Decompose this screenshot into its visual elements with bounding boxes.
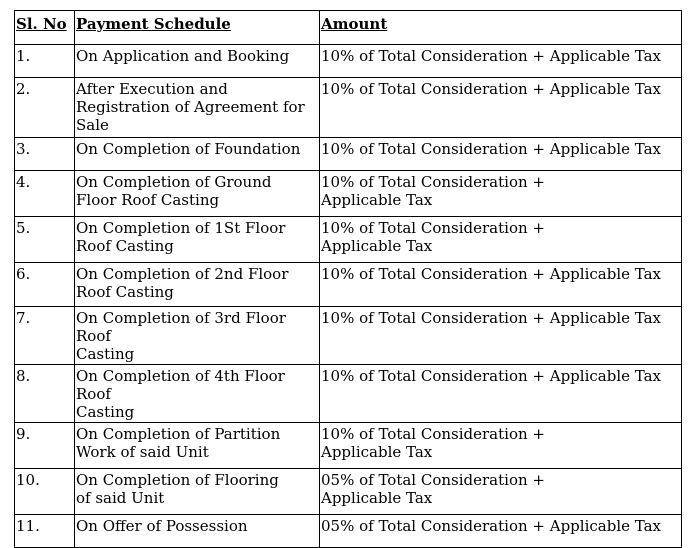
table-row: [15, 365, 682, 423]
cell-amount: [320, 45, 682, 78]
cell-sl-no: [15, 217, 75, 263]
table-row: [15, 423, 682, 469]
cell-payment-stage: [75, 307, 320, 365]
cell-sl-no: [15, 171, 75, 217]
cell-amount: [320, 138, 682, 171]
cell-sl-no-text: 7.: [16, 309, 31, 327]
header-payment-schedule: Payment Schedule: [75, 11, 320, 45]
cell-amount-text: 10% of Total Consideration + Applicable Tax: [321, 173, 545, 209]
cell-payment-stage-text: On Completion of 4th Floor Roof Casting: [76, 367, 285, 421]
cell-sl-no: [15, 138, 75, 171]
cell-amount-text: 10% of Total Consideration + Applicable Tax: [321, 80, 662, 98]
cell-amount-text: 10% of Total Consideration + Applicable Tax: [321, 219, 545, 255]
table-row: [15, 78, 682, 138]
cell-payment-stage: [75, 515, 320, 548]
cell-sl-no: [15, 263, 75, 307]
cell-sl-no-text: 6.: [16, 265, 31, 283]
cell-payment-stage-text: On Completion of Partition Work of said Unit: [76, 425, 281, 461]
cell-amount: [320, 515, 682, 548]
cell-sl-no-text: 8.: [16, 367, 31, 385]
table-row: [15, 171, 682, 217]
table-body: [15, 45, 682, 548]
cell-payment-stage: [75, 217, 320, 263]
cell-sl-no: [15, 78, 75, 138]
cell-amount-text: 10% of Total Consideration + Applicable Tax: [321, 367, 662, 385]
cell-payment-stage-text: On Offer of Possession: [76, 517, 248, 535]
payment-schedule-table: [14, 10, 682, 548]
cell-sl-no: [15, 307, 75, 365]
cell-sl-no: [15, 515, 75, 548]
cell-payment-stage: [75, 171, 320, 217]
cell-amount-text: 10% of Total Consideration + Applicable Tax: [321, 425, 545, 461]
table-row: [15, 45, 682, 78]
table-header: [15, 11, 682, 45]
cell-sl-no-text: 10.: [16, 471, 40, 489]
table-row: [15, 217, 682, 263]
cell-payment-stage-text: On Completion of Ground Floor Roof Casting: [76, 173, 272, 209]
cell-payment-stage: [75, 138, 320, 171]
cell-amount-text: 10% of Total Consideration + Applicable Tax: [321, 309, 662, 327]
cell-sl-no-text: 9.: [16, 425, 31, 443]
cell-payment-stage-text: On Completion of 3rd Floor Roof Casting: [76, 309, 286, 363]
cell-payment-stage-text: After Execution and Registration of Agreement for Sale: [76, 80, 305, 134]
table-row: [15, 307, 682, 365]
table-row: [15, 469, 682, 515]
cell-payment-stage-text: On Completion of Foundation: [76, 140, 301, 158]
cell-amount: [320, 171, 682, 217]
cell-payment-stage-text: On Completion of 2nd Floor Roof Casting: [76, 265, 289, 301]
cell-payment-stage: [75, 78, 320, 138]
cell-sl-no-text: 2.: [16, 80, 31, 98]
cell-sl-no-text: 11.: [16, 517, 40, 535]
cell-sl-no-text: 3.: [16, 140, 31, 158]
cell-sl-no-text: 5.: [16, 219, 31, 237]
cell-payment-stage-text: On Completion of 1St Floor Roof Casting: [76, 219, 286, 255]
table-row: [15, 138, 682, 171]
cell-amount-text: 10% of Total Consideration + Applicable Tax: [321, 140, 662, 158]
cell-payment-stage-text: On Completion of Flooring of said Unit: [76, 471, 279, 507]
cell-amount-text: 05% of Total Consideration + Applicable Tax: [321, 471, 545, 507]
cell-sl-no-text: 4.: [16, 173, 31, 191]
table-row: [15, 263, 682, 307]
cell-sl-no: [15, 365, 75, 423]
cell-sl-no-text: 1.: [16, 47, 31, 65]
cell-sl-no: [15, 469, 75, 515]
cell-amount: [320, 78, 682, 138]
header-amount: Amount: [320, 11, 682, 45]
cell-sl-no: [15, 423, 75, 469]
cell-amount: [320, 469, 682, 515]
cell-amount: [320, 263, 682, 307]
cell-amount: [320, 307, 682, 365]
cell-payment-stage: [75, 469, 320, 515]
table-row: [15, 515, 682, 548]
cell-amount-text: 10% of Total Consideration + Applicable Tax: [321, 47, 662, 65]
header-row: [15, 11, 682, 45]
cell-amount-text: 10% of Total Consideration + Applicable Tax: [321, 265, 662, 283]
cell-amount: [320, 423, 682, 469]
cell-amount-text: 05% of Total Consideration + Applicable Tax: [321, 517, 662, 535]
cell-payment-stage: [75, 365, 320, 423]
cell-amount: [320, 365, 682, 423]
cell-amount: [320, 217, 682, 263]
header-sl-no: Sl. No: [15, 11, 75, 45]
cell-payment-stage: [75, 263, 320, 307]
cell-payment-stage-text: On Application and Booking: [76, 47, 290, 65]
cell-payment-stage: [75, 45, 320, 78]
cell-sl-no: [15, 45, 75, 78]
cell-payment-stage: [75, 423, 320, 469]
